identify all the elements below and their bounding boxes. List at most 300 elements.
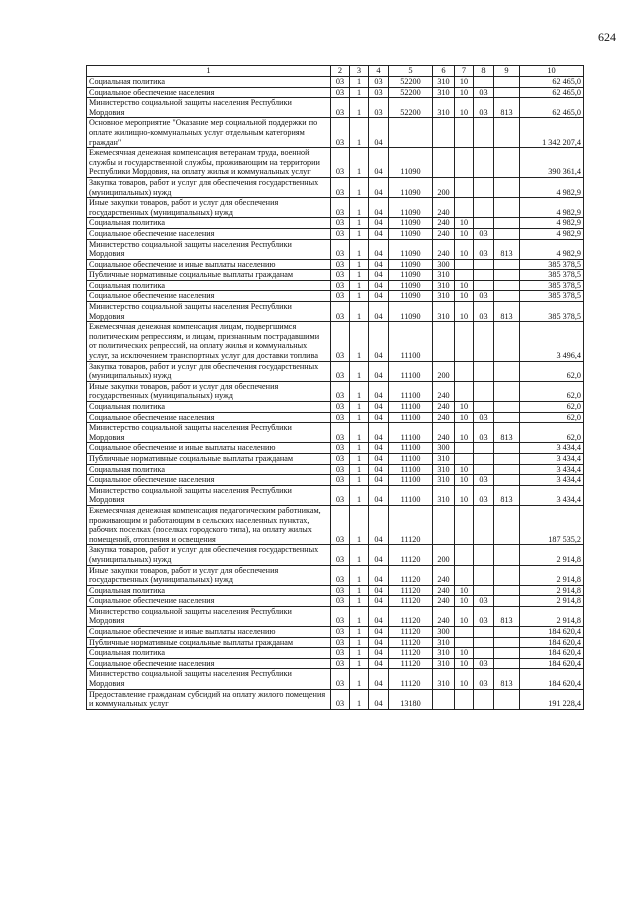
code-3: 1 [350, 177, 369, 197]
table-row [87, 77, 584, 88]
amount: 184 620,4 [520, 669, 584, 689]
code-2: 03 [331, 218, 350, 229]
code-3: 1 [350, 412, 369, 423]
code-9 [494, 177, 520, 197]
code-4: 04 [369, 669, 389, 689]
code-8 [474, 118, 494, 148]
code-9 [494, 412, 520, 423]
code-7: 10 [455, 423, 474, 443]
code-2: 03 [331, 585, 350, 596]
amount: 385 378,5 [520, 280, 584, 291]
amount: 385 378,5 [520, 270, 584, 281]
item-name: Публичные нормативные социальные выплаты гражданам [87, 637, 331, 648]
code-8 [474, 585, 494, 596]
code-9 [494, 322, 520, 361]
amount: 3 434,4 [520, 464, 584, 475]
code-9 [494, 218, 520, 229]
code-7: 10 [455, 648, 474, 659]
code-3: 1 [350, 87, 369, 98]
code-8 [474, 361, 494, 381]
code-8 [474, 637, 494, 648]
code-4: 04 [369, 280, 389, 291]
amount: 62 465,0 [520, 87, 584, 98]
code-9: 813 [494, 302, 520, 322]
table-row [87, 443, 584, 454]
code-6: 240 [433, 402, 455, 413]
header-row [87, 66, 584, 77]
item-name: Социальное обеспечение населения [87, 658, 331, 669]
code-9 [494, 291, 520, 302]
table-row [87, 648, 584, 659]
table-row [87, 627, 584, 638]
code-2: 03 [331, 453, 350, 464]
amount: 3 434,4 [520, 443, 584, 454]
code-3: 1 [350, 148, 369, 178]
code-4: 04 [369, 565, 389, 585]
code-7 [455, 322, 474, 361]
code-2: 03 [331, 280, 350, 291]
code-4: 04 [369, 443, 389, 454]
code-4: 04 [369, 545, 389, 565]
code-5: 11100 [389, 412, 433, 423]
code-9: 813 [494, 669, 520, 689]
code-6: 240 [433, 381, 455, 401]
table-row [87, 198, 584, 218]
code-5: 11100 [389, 423, 433, 443]
table-row [87, 402, 584, 413]
amount: 184 620,4 [520, 627, 584, 638]
code-7: 10 [455, 87, 474, 98]
table-row [87, 302, 584, 322]
amount: 4 982,9 [520, 177, 584, 197]
table-row [87, 505, 584, 544]
code-5: 11120 [389, 637, 433, 648]
item-name: Закупка товаров, работ и услуг для обеспечения государственных (муниципальных) нужд [87, 177, 331, 197]
code-6: 300 [433, 627, 455, 638]
code-2: 03 [331, 270, 350, 281]
code-6 [433, 505, 455, 544]
code-9 [494, 228, 520, 239]
table-row [87, 464, 584, 475]
code-3: 1 [350, 361, 369, 381]
code-9 [494, 596, 520, 607]
code-3: 1 [350, 402, 369, 413]
code-8: 03 [474, 302, 494, 322]
code-2: 03 [331, 658, 350, 669]
item-name: Публичные нормативные социальные выплаты гражданам [87, 453, 331, 464]
amount: 3 434,4 [520, 485, 584, 505]
code-5: 11120 [389, 505, 433, 544]
item-name: Социальное обеспечение населения [87, 412, 331, 423]
code-5: 52200 [389, 77, 433, 88]
code-7: 10 [455, 291, 474, 302]
code-6: 240 [433, 565, 455, 585]
table-row [87, 412, 584, 423]
code-7 [455, 270, 474, 281]
code-2: 03 [331, 545, 350, 565]
code-3: 1 [350, 658, 369, 669]
code-9 [494, 689, 520, 709]
amount: 385 378,5 [520, 259, 584, 270]
item-name: Социальное обеспечение населения [87, 596, 331, 607]
item-name: Социальная политика [87, 648, 331, 659]
code-3: 1 [350, 218, 369, 229]
code-7: 10 [455, 669, 474, 689]
code-3: 1 [350, 689, 369, 709]
code-4: 04 [369, 606, 389, 626]
code-9 [494, 464, 520, 475]
code-7: 10 [455, 596, 474, 607]
code-8 [474, 627, 494, 638]
code-8: 03 [474, 228, 494, 239]
col-header-6: 6 [433, 66, 455, 77]
code-6 [433, 322, 455, 361]
table-row [87, 545, 584, 565]
code-8: 03 [474, 485, 494, 505]
code-7 [455, 443, 474, 454]
item-name: Министерство социальной защиты населения Республики Мордовия [87, 302, 331, 322]
col-header-5: 5 [389, 66, 433, 77]
item-name: Социальная политика [87, 402, 331, 413]
code-5: 11120 [389, 585, 433, 596]
table-row [87, 485, 584, 505]
table-row [87, 658, 584, 669]
code-4: 04 [369, 148, 389, 178]
code-8 [474, 453, 494, 464]
code-2: 03 [331, 98, 350, 118]
code-5: 11090 [389, 270, 433, 281]
item-name: Министерство социальной защиты населения Республики Мордовия [87, 669, 331, 689]
code-8 [474, 270, 494, 281]
code-5: 11090 [389, 280, 433, 291]
code-4: 04 [369, 412, 389, 423]
item-name: Социальная политика [87, 77, 331, 88]
amount: 1 342 207,4 [520, 118, 584, 148]
item-name: Министерство социальной защиты населения Республики Мордовия [87, 485, 331, 505]
budget-table [86, 65, 584, 710]
code-4: 03 [369, 77, 389, 88]
code-8: 03 [474, 239, 494, 259]
code-2: 03 [331, 148, 350, 178]
code-5: 11100 [389, 381, 433, 401]
amount: 2 914,8 [520, 545, 584, 565]
code-5: 11120 [389, 658, 433, 669]
amount: 62,0 [520, 402, 584, 413]
code-6: 310 [433, 658, 455, 669]
code-8: 03 [474, 606, 494, 626]
amount: 62,0 [520, 361, 584, 381]
code-5: 11090 [389, 291, 433, 302]
code-4: 04 [369, 239, 389, 259]
code-3: 1 [350, 280, 369, 291]
code-2: 03 [331, 402, 350, 413]
table-row [87, 280, 584, 291]
col-header-2: 2 [331, 66, 350, 77]
item-name: Закупка товаров, работ и услуг для обеспечения государственных (муниципальных) нужд [87, 545, 331, 565]
code-4: 04 [369, 596, 389, 607]
table-row [87, 361, 584, 381]
table-row [87, 148, 584, 178]
code-2: 03 [331, 475, 350, 486]
code-9 [494, 443, 520, 454]
code-4: 04 [369, 485, 389, 505]
code-4: 04 [369, 475, 389, 486]
code-2: 03 [331, 239, 350, 259]
code-7: 10 [455, 239, 474, 259]
item-name: Ежемесячная денежная компенсация лицам, подвергшимся политическим репрессиям, и лицам, признанным пострадавшими от политических репрессий, на оплату жилья и коммунальных услуг, за исключением транспортных услуг для доставки топлива [87, 322, 331, 361]
code-7: 10 [455, 280, 474, 291]
code-4: 04 [369, 218, 389, 229]
code-7 [455, 689, 474, 709]
code-3: 1 [350, 505, 369, 544]
item-name: Иные закупки товаров, работ и услуг для обеспечения государственных (муниципальных) нужд [87, 381, 331, 401]
code-8: 03 [474, 475, 494, 486]
code-5: 11120 [389, 648, 433, 659]
col-header-1: 1 [87, 66, 331, 77]
code-5: 11120 [389, 565, 433, 585]
code-7 [455, 198, 474, 218]
code-6: 310 [433, 485, 455, 505]
code-5: 52200 [389, 87, 433, 98]
code-3: 1 [350, 565, 369, 585]
amount: 184 620,4 [520, 637, 584, 648]
code-4: 03 [369, 87, 389, 98]
code-5: 13180 [389, 689, 433, 709]
col-header-9: 9 [494, 66, 520, 77]
code-2: 03 [331, 505, 350, 544]
code-3: 1 [350, 443, 369, 454]
code-9 [494, 198, 520, 218]
code-8 [474, 505, 494, 544]
item-name: Социальное обеспечение населения [87, 228, 331, 239]
code-6: 300 [433, 259, 455, 270]
code-7 [455, 361, 474, 381]
code-8 [474, 381, 494, 401]
code-8: 03 [474, 98, 494, 118]
code-7: 10 [455, 464, 474, 475]
code-2: 03 [331, 302, 350, 322]
code-9 [494, 87, 520, 98]
code-6: 310 [433, 648, 455, 659]
code-9 [494, 77, 520, 88]
table-row [87, 596, 584, 607]
code-2: 03 [331, 198, 350, 218]
item-name: Социальное обеспечение и иные выплаты населению [87, 259, 331, 270]
item-name: Министерство социальной защиты населения Республики Мордовия [87, 423, 331, 443]
amount: 4 982,9 [520, 198, 584, 218]
table-row [87, 475, 584, 486]
code-7: 10 [455, 606, 474, 626]
code-3: 1 [350, 606, 369, 626]
code-8 [474, 443, 494, 454]
amount: 62,0 [520, 381, 584, 401]
code-3: 1 [350, 423, 369, 443]
code-8 [474, 565, 494, 585]
code-4: 04 [369, 177, 389, 197]
code-3: 1 [350, 98, 369, 118]
item-name: Социальное обеспечение населения [87, 87, 331, 98]
amount: 184 620,4 [520, 658, 584, 669]
code-6: 300 [433, 443, 455, 454]
item-name: Социальное обеспечение населения [87, 475, 331, 486]
code-6: 240 [433, 423, 455, 443]
page-number: 624 [598, 30, 616, 44]
code-5: 11120 [389, 606, 433, 626]
table-row [87, 118, 584, 148]
amount: 2 914,8 [520, 565, 584, 585]
item-name: Публичные нормативные социальные выплаты гражданам [87, 270, 331, 281]
code-9: 813 [494, 239, 520, 259]
table-row [87, 239, 584, 259]
item-name: Иные закупки товаров, работ и услуг для обеспечения государственных (муниципальных) нужд [87, 565, 331, 585]
amount: 62 465,0 [520, 77, 584, 88]
code-5: 11120 [389, 669, 433, 689]
col-header-8: 8 [474, 66, 494, 77]
code-9 [494, 402, 520, 413]
code-2: 03 [331, 322, 350, 361]
table-row [87, 322, 584, 361]
code-3: 1 [350, 228, 369, 239]
col-header-7: 7 [455, 66, 474, 77]
code-3: 1 [350, 585, 369, 596]
code-9 [494, 627, 520, 638]
code-7 [455, 545, 474, 565]
table-row [87, 453, 584, 464]
code-7: 10 [455, 77, 474, 88]
code-4: 04 [369, 270, 389, 281]
code-4: 04 [369, 198, 389, 218]
code-4: 04 [369, 637, 389, 648]
code-5: 11090 [389, 228, 433, 239]
code-7 [455, 381, 474, 401]
code-6: 310 [433, 637, 455, 648]
code-9: 813 [494, 423, 520, 443]
amount: 62 465,0 [520, 98, 584, 118]
code-3: 1 [350, 596, 369, 607]
amount: 2 914,8 [520, 585, 584, 596]
code-9 [494, 565, 520, 585]
table-row [87, 270, 584, 281]
col-header-3: 3 [350, 66, 369, 77]
code-9 [494, 505, 520, 544]
code-4: 04 [369, 402, 389, 413]
code-5: 11100 [389, 322, 433, 361]
code-6: 200 [433, 545, 455, 565]
code-2: 03 [331, 177, 350, 197]
code-7 [455, 565, 474, 585]
code-6: 310 [433, 280, 455, 291]
code-6: 240 [433, 596, 455, 607]
code-2: 03 [331, 291, 350, 302]
code-3: 1 [350, 302, 369, 322]
code-9 [494, 648, 520, 659]
code-7: 10 [455, 475, 474, 486]
code-4: 04 [369, 689, 389, 709]
col-header-4: 4 [369, 66, 389, 77]
item-name: Министерство социальной защиты населения Республики Мордовия [87, 606, 331, 626]
code-4: 04 [369, 648, 389, 659]
code-6 [433, 118, 455, 148]
code-7 [455, 177, 474, 197]
code-4: 04 [369, 423, 389, 443]
item-name: Социальная политика [87, 280, 331, 291]
code-8 [474, 177, 494, 197]
code-6: 240 [433, 412, 455, 423]
code-5: 11090 [389, 239, 433, 259]
code-2: 03 [331, 87, 350, 98]
code-2: 03 [331, 606, 350, 626]
amount: 2 914,8 [520, 596, 584, 607]
table-row [87, 689, 584, 709]
code-7: 10 [455, 402, 474, 413]
item-name: Основное мероприятие "Оказание мер социальной поддержки по оплате жилищно-коммунальных услуг отдельным категориям граждан" [87, 118, 331, 148]
code-6: 200 [433, 361, 455, 381]
code-5: 11120 [389, 596, 433, 607]
code-9 [494, 381, 520, 401]
code-8 [474, 648, 494, 659]
code-6: 310 [433, 453, 455, 464]
table-row [87, 98, 584, 118]
code-6: 310 [433, 302, 455, 322]
code-3: 1 [350, 259, 369, 270]
code-7: 10 [455, 585, 474, 596]
code-6: 310 [433, 87, 455, 98]
code-2: 03 [331, 627, 350, 638]
code-3: 1 [350, 453, 369, 464]
code-2: 03 [331, 228, 350, 239]
amount: 2 914,8 [520, 606, 584, 626]
code-2: 03 [331, 648, 350, 659]
amount: 3 434,4 [520, 475, 584, 486]
code-6: 310 [433, 77, 455, 88]
code-5: 11090 [389, 177, 433, 197]
amount: 4 982,9 [520, 239, 584, 259]
code-3: 1 [350, 77, 369, 88]
code-8: 03 [474, 412, 494, 423]
code-5: 11090 [389, 259, 433, 270]
code-6: 310 [433, 669, 455, 689]
item-name: Иные закупки товаров, работ и услуг для обеспечения государственных (муниципальных) нужд [87, 198, 331, 218]
code-2: 03 [331, 118, 350, 148]
code-9 [494, 585, 520, 596]
amount: 390 361,4 [520, 148, 584, 178]
amount: 3 496,4 [520, 322, 584, 361]
code-7 [455, 259, 474, 270]
code-7 [455, 637, 474, 648]
code-9: 813 [494, 485, 520, 505]
code-6 [433, 689, 455, 709]
code-5: 11100 [389, 453, 433, 464]
code-3: 1 [350, 637, 369, 648]
code-6: 200 [433, 177, 455, 197]
code-8 [474, 280, 494, 291]
code-8: 03 [474, 291, 494, 302]
item-name: Предоставление гражданам субсидий на оплату жилого помещения и коммунальных услуг [87, 689, 331, 709]
code-5: 52200 [389, 98, 433, 118]
item-name: Социальное обеспечение населения [87, 291, 331, 302]
code-6: 240 [433, 218, 455, 229]
code-8 [474, 402, 494, 413]
code-3: 1 [350, 669, 369, 689]
code-9 [494, 118, 520, 148]
code-3: 1 [350, 381, 369, 401]
item-name: Социальная политика [87, 585, 331, 596]
code-9 [494, 259, 520, 270]
table-row [87, 585, 584, 596]
amount: 4 982,9 [520, 228, 584, 239]
code-4: 04 [369, 658, 389, 669]
code-7 [455, 148, 474, 178]
